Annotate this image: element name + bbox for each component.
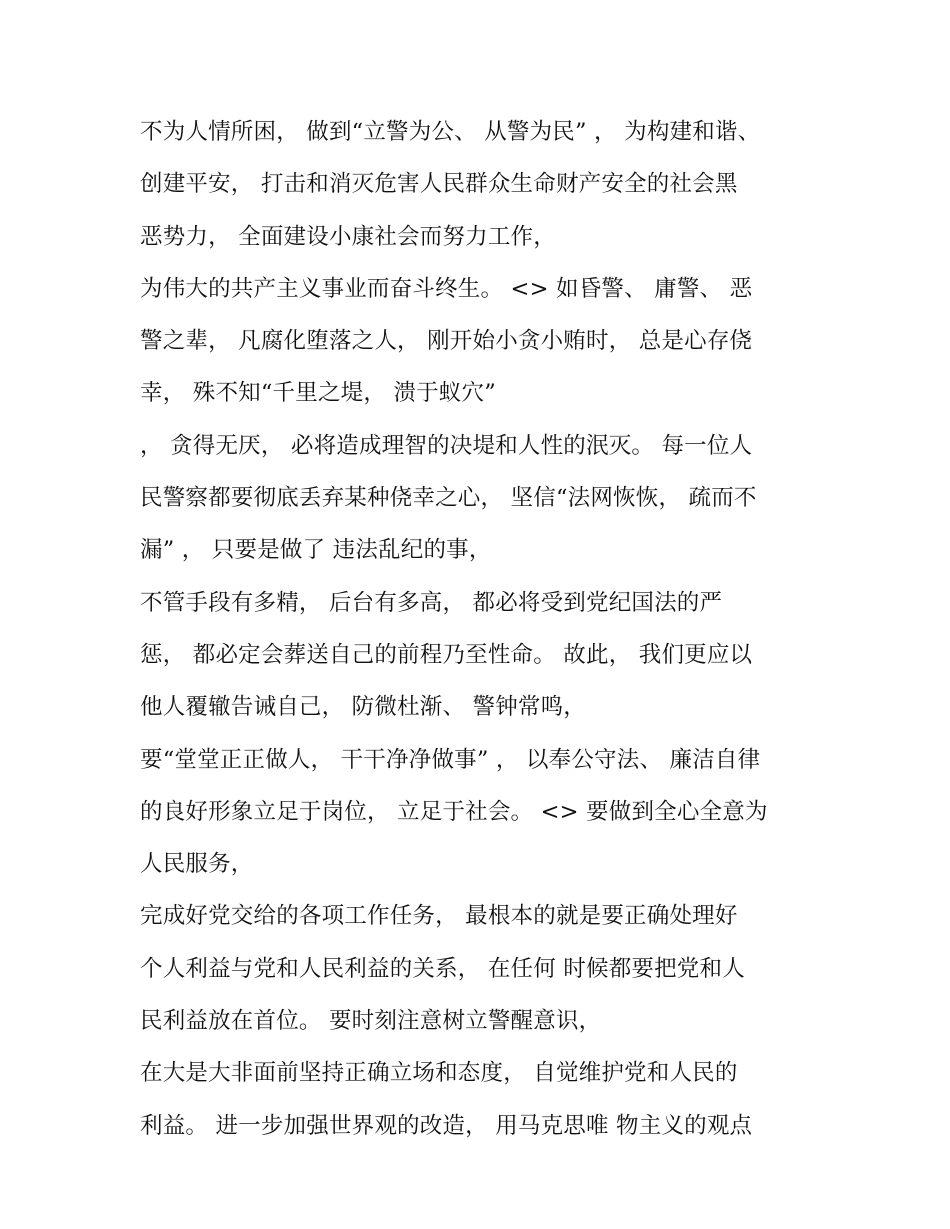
- text-line: 不为人情所困， 做到“立警为公、 从警为民” ， 为构建和谐、: [140, 119, 761, 145]
- text-line: 人民服务，: [140, 851, 254, 878]
- text-line: ， 贪得无厌， 必将造成理智的决堤和人性的泯灭。 每一位人: [140, 432, 753, 459]
- text-line: 的良好形象立足于岗位， 立足于社会。 <> 要做到全心全意为: [140, 798, 768, 825]
- text-line: 民警察都要彻底丢弃某种侥幸之心， 坚信“法网恢恢， 疏而不: [140, 485, 757, 512]
- text-line: 创建平安， 打击和消灭危害人民群众生命财产安全的社会黑: [140, 171, 738, 198]
- text-line: 要“堂堂正正做人， 干干净净做事” ， 以奉公守法、 廉洁自律: [140, 746, 761, 773]
- text-line: 恶势力， 全面建设小康社会而努力工作，: [140, 223, 556, 250]
- text-line: 惩， 都必定会葬送自己的前程乃至性命。 故此， 我们更应以: [140, 641, 753, 668]
- text-line: 幸， 殊不知“千里之堤， 溃于蚁穴”: [140, 380, 496, 407]
- text-line: 在大是大非面前坚持正确立场和态度， 自觉维护党和人民的: [140, 1060, 738, 1087]
- text-line: 民利益放在首位。 要时刻注意树立警醒意识，: [140, 1008, 602, 1035]
- text-line: 个人利益与党和人民利益的关系， 在任何 时候都要把党和人: [140, 955, 745, 982]
- text-line: 为伟大的共产主义事业而奋斗终生。 <> 如昏警、 庸警、 恶: [140, 275, 753, 302]
- text-line: 完成好党交给的各项工作任务， 最根本的就是要正确处理好: [140, 903, 738, 930]
- text-line: 漏” ， 只要是做了 违法乱纪的事，: [140, 537, 492, 564]
- text-line: 他人覆辙告诫自己， 防微杜渐、 警钟常鸣，: [140, 694, 587, 721]
- text-line: 利益。 进一步加强世界观的改造， 用马克思唯 物主义的观点: [140, 1112, 753, 1139]
- body-text: [140, 106, 830, 1152]
- text-line: 警之辈， 凡腐化堕落之人， 刚开始小贪小贿时， 总是心存侥: [140, 328, 753, 355]
- text-line: 不管手段有多精， 后台有多高， 都必将受到党纪国法的严: [140, 589, 723, 616]
